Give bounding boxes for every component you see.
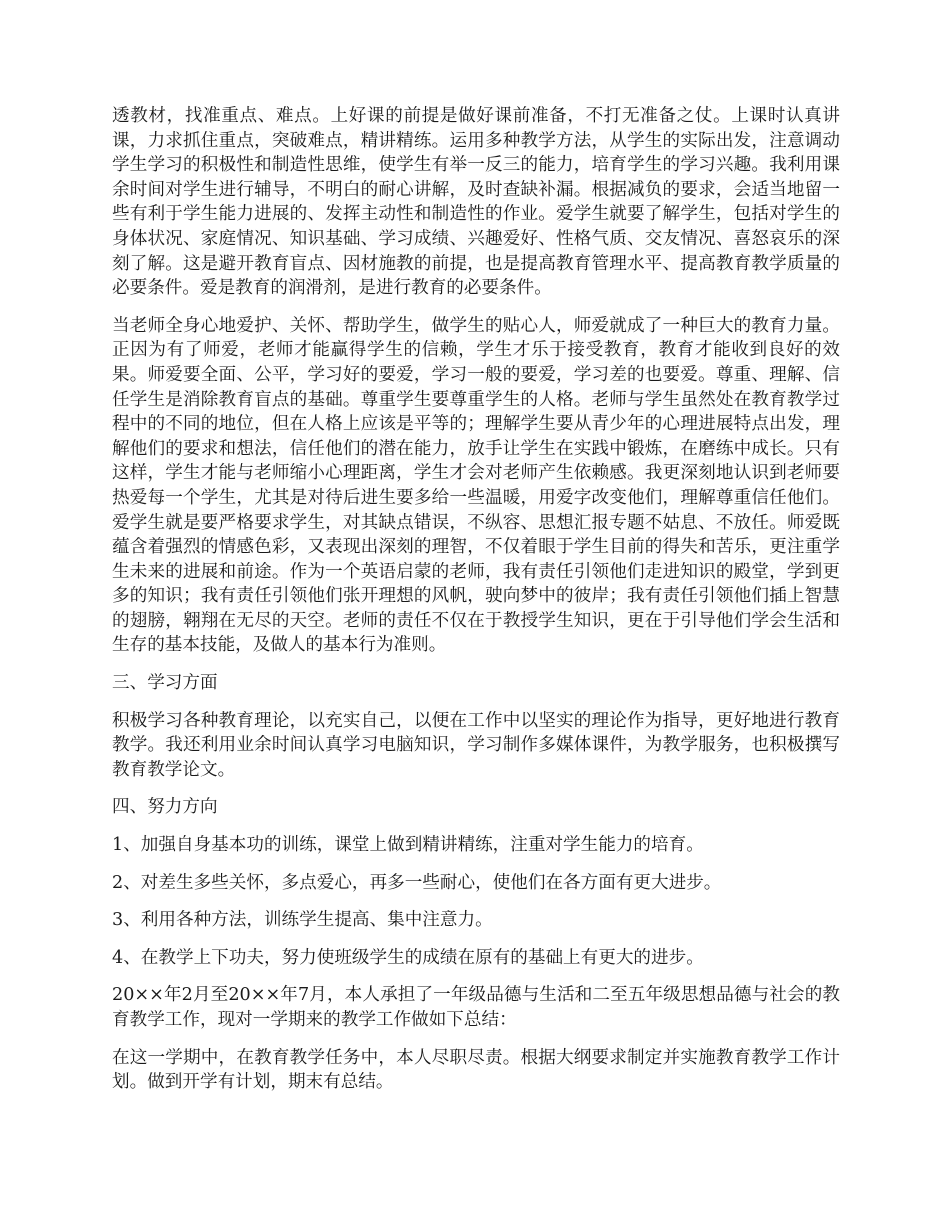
section-heading-direction: 四、努力方向 — [112, 797, 218, 818]
document-body — [112, 104, 840, 1108]
body-paragraph: 透教材，找准重点、难点。上好课的前提是做好课前准备，不打无准备之仗。上课时认真讲课，力求抓住重点，突破难点，精讲精练。运用多种教学方法，从学生的实际出发，注意调动学生学习的积极性和制造性思维，使学生有举一反三的能力，培育学生的学习兴趣。我利用课余时间对学生进行辅导，不明白的耐心讲解，及时查缺补漏。根据减负的要求，会适当地留一些有利于学生能力进展的、发挥主动性和制造性的作业。爱学生就要了解学生，包括对学生的身体状况、家庭情况、知识基础、学习成绩、兴趣爱好、性格气质、交友情况、喜怒哀乐的深刻了解。这是避开教育盲点、因材施教的前提，也是提高教育管理水平、提高教育教学质量的必要条件。爱是教育的润滑剂，是进行教育的必要条件。 — [112, 106, 840, 299]
list-item: 2、对差生多些关怀，多点爱心，再多一些耐心，使他们在各方面有更大进步。 — [112, 872, 722, 893]
body-paragraph: 在这一学期中，在教育教学任务中，本人尽职尽责。根据大纲要求制定并实施教育教学工作计划。做到开学有计划，期末有总结。 — [112, 1047, 840, 1093]
list-item: 1、加强自身基本功的训练，课堂上做到精讲精练，注重对学生能力的培育。 — [112, 835, 704, 856]
body-paragraph: 积极学习各种教育理论，以充实自己，以便在工作中以坚实的理论作为指导，更好地进行教育教学。我还利用业余时间认真学习电脑知识，学习制作多媒体课件，为教学服务，也积极撰写教育教学论文。 — [112, 710, 840, 780]
section-heading-study: 三、学习方面 — [112, 673, 218, 694]
body-paragraph: 当老师全身心地爱护、关怀、帮助学生，做学生的贴心人，师爱就成了一种巨大的教育力量。正因为有了师爱，老师才能赢得学生的信赖，学生才乐于接受教育，教育才能收到良好的效果。师爱要全面、公平，学习好的要爱，学习一般的要爱，学习差的也要爱。尊重、理解、信任学生是消除教育盲点的基础。尊重学生要尊重学生的人格。老师与学生虽然处在教育教学过程中的不同的地位，但在人格上应该是平等的；理解学生要从青少年的心理进展特点出发，理解他们的要求和想法，信任他们的潜在能力，放手让学生在实践中锻炼，在磨练中成长。只有这样，学生才能与老师缩小心理距离，学生才会对老师产生依赖感。我更深刻地认识到老师要热爱每一个学生，尤其是对待后进生要多给一些温暖，用爱字改变他们，理解尊重信任他们。爱学生就是要严格要求学生，对其缺点错误，不纵容、思想汇报专题不姑息、不放任。师爱既蕴含着强烈的情感色彩，又表现出深刻的理智，不仅着眼于学生目前的得失和苦乐，更注重学生未来的进展和前途。作为一个英语启蒙的老师，我有责任引领他们走进知识的殿堂，学到更多的知识；我有责任引领他们张开理想的风帆，驶向梦中的彼岸；我有责任引领他们插上智慧的翅膀，翱翔在无尽的天空。老师的责任不仅在于教授学生知识，更在于引导他们学会生活和生存的基本技能，及做人的基本行为准则。 — [112, 315, 840, 656]
list-item: 3、利用各种方法，训练学生提高、集中注意力。 — [112, 910, 493, 931]
body-paragraph: 20××年2月至20××年7月，本人承担了一年级品德与生活和二至五年级思想品德与社会的教育教学工作，现对一学期来的教学工作做如下总结： — [112, 985, 840, 1030]
list-item: 4、在教学上下功夫，努力使班级学生的成绩在原有的基础上有更大的进步。 — [112, 947, 704, 968]
